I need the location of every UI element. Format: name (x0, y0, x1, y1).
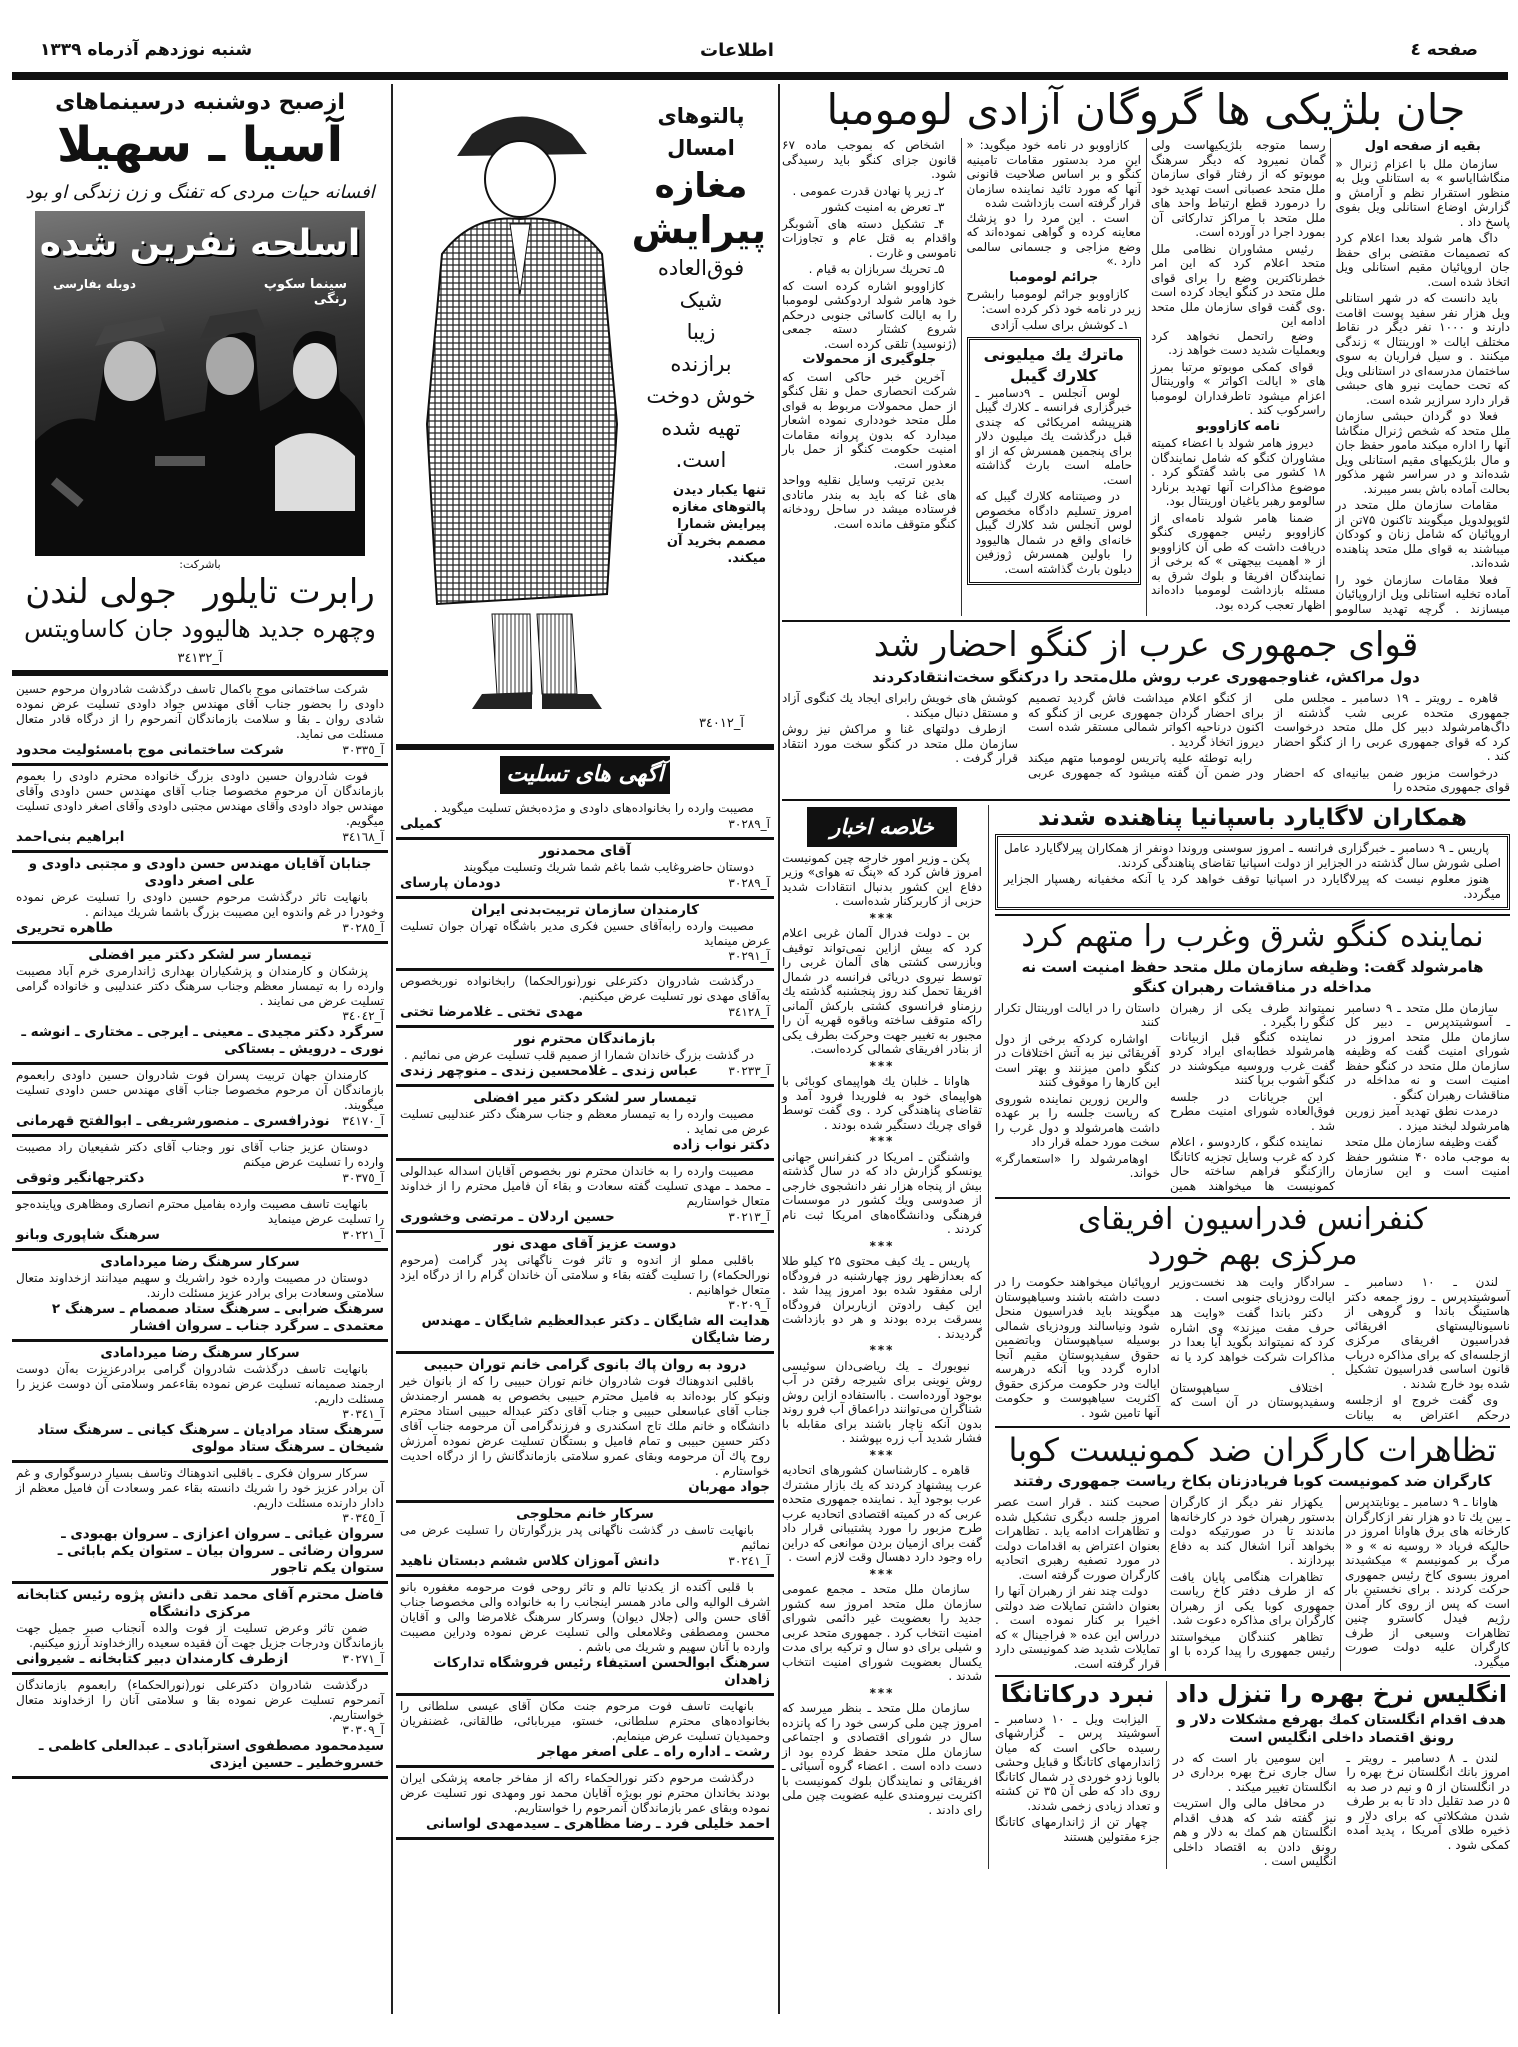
notice-body: بانهایت تاسف فوت مرحوم جنت مکان آقای عیسی سلطانی را بخانواده‌های محترم سلطانی، خستو، میربابائی، طالقانی، غضنفریان وحمیدیان تسلیت عرض مینمایم. (400, 1699, 770, 1743)
paragraph: ۲ـ زیر پا نهادن قدرت عمومی . (792, 183, 945, 198)
movie-format (264, 277, 347, 307)
section-subheading: جرائم لومومبا (1009, 269, 1099, 285)
notice-footer (16, 1009, 384, 1058)
paragraph: والرین زورین نماینده شوروی که ریاست جلسه را بر عهده داشت هامرشولد و دول غرب را سخت مورد حمله قرار داد (995, 1091, 1160, 1150)
ad-code: آ_٣٠٢٧١ (342, 1652, 384, 1666)
notice-signature: سرهنگ ضرابی ـ سرهنگ ستاد صمصام ـ سرهنگ ۲ معتمدی ـ سرگرد جناب ـ سروان افشار (51, 1301, 384, 1334)
condolences-left-column (12, 679, 388, 1779)
condolence-notice (396, 1696, 774, 1768)
ad-intro: ازصبح دوشنبه درسینماهای (55, 90, 345, 115)
item-separator: *** (869, 1134, 895, 1149)
paragraph: نماینده کنگو ، کاردوسو ، اعلام کرد که غرب وسایل تجزیه کاتانگا راازکنگو فراهم ساخته حال کمونیست ها میخواهند همین داستان را در ایالت اورینتال تکرار کنند (995, 1000, 1335, 1193)
paragraph: تظاهرات هنگامی پایان یافت که از طرف دفتر کاخ ریاست جمهوری کوبا یکی از رهبران کارگران برای مذاکره دعوت شد. (1170, 1569, 1335, 1628)
adjective-list (636, 252, 766, 476)
condolence-notice (12, 944, 388, 1065)
article-column (782, 138, 957, 531)
divider (995, 1675, 1510, 1677)
ad-code: آ_٣٠٢٨٩ (728, 876, 770, 890)
notice-body: دوستان در مصیبت وارده خود راشریك و سهیم میدانند ازخداوند متعال سلامتی وسعادت برای برادر عزیز مسئلت دارند. (16, 1271, 384, 1300)
paragraph: ازطرف دولتهای غنا و مراکش نیز روش سازمان ملل متحد در کنگو سخت مورد انتقاد قرار گرفت . (782, 722, 1018, 766)
notice-signature: دکترجهانگیر وثوقی (16, 1170, 145, 1186)
ad-code: آ_٣٠٢٨٥ (342, 921, 384, 935)
notice-footer (16, 742, 384, 759)
paragraph: اختلاف سیاهپوستان وسفیدپوستان در آن است که اروپائیان میخواهند حکومت را در دست داشته باشند وسیاهپوستان میگویند باید فدراسیون منحل شود ونیاسالند ورودزیای شمالی بوسیله سیاهپوستان وباتضمین حقوق سفیدپوستان مقیم آنجا اداره گردد ویا آنکه درهرسه ایالت ودر حکومت مرکزی حقوق اکثریت سیاهپوست و حکومت آنها تامین شود . (995, 1275, 1335, 1420)
cuba-article-body (995, 1495, 1510, 1671)
condolence-notice (12, 1194, 388, 1251)
lead-article-body (782, 138, 1510, 616)
paragraph: اشخاص که بموجب ماده ۶۷ قانون جزای کنگو باید رسیدگی شود. (782, 138, 957, 182)
ad-code: آ_٣٠٢١٣ (728, 1210, 770, 1224)
notice-footer (400, 1553, 770, 1570)
notice-footer (400, 1655, 770, 1689)
news-item: قاهره ـ کارشناسان کشورهای اتحادیه عرب پیشنهاد کردند که یك بازار مشترك عرب بوجود آید . نماینده جمهوری متحده عربی که در کمیته اقتصادی اتحادیه عرب طرح مزبور را مورد پشتیبانی قرار داد گفت برای ازمیان بردن موانعی که دراین راه وجود دارد دهسال وقت لازم است . (782, 1463, 982, 1565)
ad-adjective: خوش دوخت (646, 384, 756, 408)
notice-footer (16, 1113, 384, 1130)
notice-footer (400, 1816, 770, 1833)
ad-code: آ_٣٤١٣٢ (177, 651, 223, 666)
shop-name: پیرایش (631, 208, 766, 252)
notice-title: سرکار سرهنگ رضا میردامادی (100, 1345, 300, 1361)
notice-body: بانهایت تاسف در گذشت ناگهانی پدر بزرگوارتان را تسلیت عرض می نمائیم (400, 1523, 770, 1552)
congo-article-continuation (995, 1001, 1335, 1194)
notice-signature: سیدمحمود مصطفوی استرآبادی ـ عبدالعلی کاظمی ـ خسروخطیر ـ حسین ایزدی (38, 1738, 384, 1771)
condolence-notice (12, 1463, 388, 1584)
notice-signature: نوذرافسری ـ منصورشریفی ـ ابوالفتح قهرمانی (16, 1113, 330, 1129)
notice-title: سرکار سرهنگ رضا میردامادی (100, 1254, 300, 1270)
paragraph: چهار تن از ژاندارمهای کاتانگا جزء مقتولین هستند (995, 1815, 1160, 1844)
notice-footer (16, 1723, 384, 1772)
paragraph: فعلا دو گردان حبشی سازمان ملل متحد که شخص ژنرال منگاشا آنها را اداره میکند مامور حفظ جان و مال بلژیکیهای مقیم استانلی ویل شده‌اند و در سراسر شهر مذکور بحالت آماده باش بسر میبرند. (1335, 409, 1510, 496)
notice-footer (16, 1170, 384, 1187)
movie-tagline: افسانه حیات مردی که تفنگ و زن زندگی او بود (25, 182, 375, 203)
condolences-middle-column (396, 798, 774, 1840)
news-item: سازمان ملل متحد ـ مجمع عمومی سازمان ملل متحد امروز سه کشور جدید را بعضویت غیر دائمی شورای امنیت انتخاب کرد . جمهوری متحد عربی و شیلی برای دو سال و ترکیه برای مدت یکسال بعضویت شورای امنیت انتخاب شدند . (782, 1582, 982, 1684)
ad-code: آ_٣٠٢٤١ (728, 1554, 770, 1568)
condolence-notice (396, 1354, 774, 1503)
condolence-notice (12, 853, 388, 944)
notice-body: شرکت ساختمانی موج باکمال تاسف درگذشت شادروان مرحوم حسین داودی را بحضور جناب آقای مهندس جواد داودی تسلیت عرض نموده شادی روان ـ بقا و سلامت بازماندگان آنمرحوم را از درگاه قادر متعال مسئلت می نماید. (16, 682, 384, 741)
condolence-notice (12, 1251, 388, 1342)
lagaillarde-body (995, 834, 1510, 910)
paragraph: این جریانات در جلسه فوق‌العاده شورای امنیت مطرح شد . (1170, 1089, 1335, 1133)
paragraph: درمدت نطق تهدید آمیز زورین هامرشولد لبخند میزد . (1345, 1104, 1510, 1133)
paragraph: کازاووبو اشاره کرده است که خود هامر شولد اردوکشی لومومبا را به ایالت کاسائی جنوبی درحکم شروع کشتار دسته جمعی (ژنوسید) تلقی کرده است. (782, 278, 957, 351)
notice-body: مصیبت وارده را به خاندان محترم نور بخصوص آقایان اسداله عبدالولی ـ محمد ـ مهدی تسلیت گفته سعادت و بقاء آن فامیل محترم را از خداوند متعال خواستاریم (400, 1164, 770, 1208)
notice-body: باقلبی اندوهناك فوت شادروان خانم توران حبیبی را که از بانوان خیر ونیکو کار بوده‌اند به فامیل محترم حبیبی بخصوص به همسر ارجمندش جناب آقای عباسعلی حبیبی و جناب آقای دکتر عبداله حبیبی استاد محترم دانشگاه و خانم ملك تاج اسکندری و فرزندگرامی آن مرحومه جناب آقای دکتر حسین حبیبی و تمام فامیل و بستگان تسلیت عرض نموده آمرزش روح پاك آن مرحومه وبقای عمرو سلامتی بازماندگانش را از درگاه احدیت خواستارم . (400, 1374, 770, 1478)
notice-body: بانهایت تاسف مصیبت وارده بفامیل محترم انصاری ومظاهری وپاینده‌جو را تسلیت عرض مینماید (16, 1197, 384, 1226)
notice-body: سرکار سروان فکری ـ باقلبی اندوهناك وتاسف بسیار درسوگواری و غم آن برادر عزیز خود را شریك دانسته بقاء عمر وسعادت آن فامیل معظم از دادار دارنده مسئلت داریم. (16, 1466, 384, 1510)
notice-signature: کمیلی (400, 816, 442, 832)
notice-body: ضمن تاثر وعرض تسلیت از فوت والده آنجناب صبر جمیل جهت بازماندگان ودرجات جزیل جهت آن فقیده سعیده راازخداوند آرزو میکنیم. (16, 1621, 384, 1650)
england-headline: انگلیس نرخ بهره را تنزل داد (1175, 1680, 1508, 1709)
notice-footer (400, 1479, 770, 1496)
arab-subhead: دول مراکش، غناوجمهوری عرب روش ملل‌متحد را درکنگو سخت‌انتقادکردند (872, 668, 1420, 687)
paragraph: فعلا مقامات سازمان خود را آماده تخلیه استانلی ویل ازاروپائیان میسازند . گرچه تهدید سالومو رسما متوجه بلژیکیهاست ولی گمان نمیرود که دیگر سرهنگ موبوتو که از رفتار قوای سازمان ملل متحد عصبانی است تهدید خود را درمورد قطع ارتباط واحد های ملل متحد با مراکز تدارکاتی آن بمورد اجرا در آورده است. (1151, 138, 1510, 616)
condolence-notice (396, 1768, 774, 1840)
column-divider (391, 84, 393, 2014)
issue-date: شنبه نوزدهم آذرماه ۱۳۳۹ (40, 40, 253, 60)
katanga-article-body (995, 1712, 1160, 1845)
condolence-notice (396, 1087, 774, 1161)
color-label: رنگی (313, 292, 347, 307)
item-separator: *** (869, 1343, 895, 1358)
ad-line: امسال (667, 136, 735, 160)
paragraph: در محافل مالی وال استریت نیز گفته شد که هدف اقدام انگلستان هم کمك به دلار و هم رونق دادن به اقتصاد داخلی انگلیس است . (1173, 1796, 1337, 1869)
section-subheading: بقیه از صفحه اول (1364, 139, 1481, 155)
ad-line: پالتوهای (657, 104, 745, 128)
newspaper-name: اطلاعات (700, 40, 774, 61)
ad-code: آ_٣٤١٧٠ (342, 1114, 384, 1128)
ad-adjective: زیبا (686, 320, 716, 344)
ad-adjective: است. (675, 448, 727, 472)
notice-title: درود به روان پاك بانوی گرامی خانم توران حبیبی (423, 1357, 747, 1373)
notice-footer (400, 1298, 770, 1347)
news-summary-title: خلاصه اخبار (807, 807, 957, 847)
item-separator: *** (869, 1058, 895, 1073)
condolence-section-title: آگهی های تسلیت (500, 756, 670, 794)
paragraph: از کنگو اعلام میداشت فاش گردید تصمیم برای احضار گردان جمهوری عربی از کنگو که اکنون درناحیه اکواتر شمالی مستقر شده است دیروز اتخاذ گردید . (1028, 691, 1264, 749)
notice-body: بانهایت تاسف درگذشت شادروان گرامی برادرعزیزت به‌آن دوست ارجمند صمیمانه تسلیت عرض نموده بقاءعمر وسلامتی آن دوست عزیز را مسئلت داریم. (16, 1362, 384, 1406)
notice-signature: سروان غیاثی ـ سروان اعزازی ـ سروان بهبودی ـ سروان رضائی ـ سروان بیان ـ ستوان یکم بابائی ـ ستوان یکم تاجور (57, 1526, 384, 1576)
ad-code: آ_٣٠٣٧٥ (342, 1171, 384, 1185)
congo-article-text (995, 1001, 1510, 1194)
paragraph: آخرین خبر حاکی است که شرکت انحصاری حمل و نقل کنگو از حمل محمولات مربوط به قوای ملل متحد خودداری نموده اشعار میدارد که بدون پروانه مقامات امنیت حکومت کنگو از حمل بار معذور است. (782, 369, 957, 471)
notice-body: کارمندان جهان تربیت پسران فوت شادروان حسین داودی رابعموم بازماندگان آن مرحوم مخصوصا جناب آقای مهندس حسن داودی تسلیت میگویند. (16, 1068, 384, 1112)
notice-title: دوست عزیز آقای مهدی نور (493, 1236, 677, 1252)
notice-footer (400, 1209, 770, 1226)
notice-title: فاضل محترم آقای محمد تقی دانش پژوه رئیس کتابخانه مرکزی دانشگاه (16, 1587, 384, 1620)
ad-code: آ_٣٠٣٤١ (342, 1407, 384, 1421)
ad-code: آ_٣٤١٦٨ (342, 830, 384, 844)
movie-poster (35, 211, 365, 556)
paragraph: وی گفت خروج او ازجلسه درحکم اعتراض به بیانات سرادگار وایت هد نخست‌وزیر ایالت رودزیای جنوبی است . (1170, 1275, 1510, 1422)
notice-footer (16, 829, 384, 846)
ad-code: آ_٣٤٠٤٢ (342, 1009, 384, 1023)
notice-body: در گذشت بزرگ خاندان شمارا از صمیم قلب تسلیت عرض می نمائیم . (403, 1048, 754, 1062)
katanga-story (995, 1681, 1160, 1846)
news-item: پاریس ـ یك کیف محتوی ۲۵ کیلو طلا که بعدازظهر روز چهارشنبه در فرودگاه ارلی مفقود شده بود امروز پیدا شد . این کیف رادوتن ازباربران فرودگاه بسرقت برده بودند و هر دو بازداشت گردیدند . (782, 1254, 982, 1341)
paragraph: الیزابت ویل ـ ۱۰ دسامبر ـ آسوشیتد پرس ـ گزارشهای رسیده حاکی است که میان ژاندارمهای کاتانگا و قبایل وحشی بالوبا زدو خوردی در شمال کاتانگا روی داد که طی آن ۳۵ تن کشته و تعداد زیادی زخمی شدند. (995, 1711, 1161, 1813)
condolence-notice (12, 1342, 388, 1463)
item-separator: *** (869, 1566, 895, 1581)
new-face: وچهره جدید هالیوود جان کاساویتس (24, 615, 376, 643)
notice-signature: دودمان پارسای (400, 875, 501, 891)
notice-body: با قلبی آکنده از یکدنیا تالم و تاثر روحی فوت مرحومه مغفوره بانو اشرف الوالیه والی مادر همسر اینجانب را به خانواده والی مخصوصا جناب آقای حسن والی (جلال دیوان) وسرکار سرهنگ غلامرضا والی و آقایان محسن ومصطفی وغلامعلی والی تسلیت عرض نموده ودراین مصیبت وارده با آنان سهیم و شریك می باشم . (400, 1580, 770, 1654)
paragraph: ۴ـ تشکیل دسته های آشوبگر واقدام به قتل عام و تجاوزات ناموسی و غارت . (782, 216, 957, 260)
movie-stars (12, 571, 388, 613)
section-subheading: جلوگیری از محمولات (802, 352, 937, 368)
section-subheading: نامه کازاووبو (1196, 418, 1281, 434)
star-name: رابرت تایلور (203, 572, 375, 612)
condolence-notice (396, 1577, 774, 1696)
notice-title: کارمندان سازمان تربیت‌بدنی ایران (471, 902, 699, 918)
paragraph: مقامات سازمان ملل متحد در لئوپولدویل میگویند تاکنون ۷۵تن از اروپائیان که شامل زنان و کودکان میباشند به قوای ملل متحد پناهنده شده‌اند. (1335, 498, 1510, 571)
notice-footer (400, 1004, 770, 1021)
paragraph: نماینده کنگو قبل ازبیانات هامرشولد خطابه‌ای ایراد کردو گفت غرب وروسیه میکوشند در کنگو آشوب برپا کنند (1170, 1029, 1335, 1088)
box-body (976, 386, 1133, 577)
notice-body: دوستان حاضروغایب شما باغم شما شریك وتسلیت میگویند (463, 860, 754, 874)
clark-gable-box (967, 337, 1142, 586)
arab-headline: قوای جمهوری عرب از کنگو احضار شد (873, 625, 1419, 666)
ad-code: آ_٣٠٢٢١ (342, 1228, 384, 1242)
news-item: پکن ـ وزیر امور خارجه چین کمونیست امروز فاش کرد که «پنگ ته هوای» وزیر دفاع این کشور بدنبال انتقادات شدید حزبی از کاربرکنار شده‌است . (781, 850, 982, 909)
paragraph: هنوز معلوم نیست که پیرلاگایارد در اسپانیا توقف خواهد کرد یا آنکه مخفیانه رهسپار الجزایر میگردد. (1004, 872, 1501, 901)
news-item: هاوانا ـ خلبان یك هواپیمای کوبائی با هواپیمای خود به فلوریدا فرود آمد و تقاضای پناهندگی کرد . وی گفت توسط قوای چریك دستگیر شده بودند . (782, 1074, 982, 1132)
notice-signature: رشت ـ اداره راه ـ علی اصغر مهاجر (537, 1744, 770, 1760)
cuba-subhead: کارگران ضد کمونیست کوبا فریادزنان بکاخ ریاست جمهوری رفتند (1013, 1472, 1492, 1491)
notice-footer (400, 1137, 770, 1154)
notice-title: سرکار خانم محلوجی (516, 1506, 654, 1522)
notice-footer (400, 949, 770, 964)
federation-headline-1: کنفرانس فدراسیون افریقای (1077, 1202, 1428, 1238)
format-label: سینما سکوپ (263, 277, 347, 292)
notice-body: درگذشت شادروان دکترعلی نور(نورالحکما) رابخانواده نوربخصوص به‌آقای مهدی نور تسلیت عرض میکنیم. (400, 974, 770, 1003)
notice-body: مصیبت وارده را بخانواده‌های داودی و مژده‌بخش تسلیت میگوید . (433, 801, 754, 815)
paragraph: کازاووبو جرائم لومومبا رابشرح زیر در نامه خود ذکر کرده است: (966, 287, 1141, 316)
notice-body: مصیبت وارده رابه‌آقای حسین فکری مدیر باشگاه تهران جوان تسلیت عرض مینماید (400, 919, 770, 948)
paragraph: در وصیتنامه کلارك گیبل که امروز تسلیم دادگاه مخصوص لوس آنجلس شد کلارك گیبل خانه‌ای واقع در شمال هالیوود را باولین همسرش ژوزفین دیلون بارث گذاشته است. (975, 489, 1132, 576)
paragraph: داگ هامر شولد بعدا اعلام کرد که تصمیمات مقتضی برای حفظ جان اروپائیان مقیم استانلی ویل اتخاذ شده است. (1335, 231, 1510, 289)
notice-body: فوت شادروان حسین داودی بزرگ خانواده محترم داودی را بعموم بازماندگان آن مرحوم مخصوصا جناب آقای مهندس حسن داودی وآقای مهندس جواد داودی وآقای مهندس مجتبی داودی وآقای اصغر داودی تسلیت میگویم. (16, 769, 384, 828)
ad-code: آ_٣٤١٢٨ (728, 1005, 770, 1019)
news-summary-area (782, 805, 982, 1820)
paragraph: یکهزار نفر دیگر از کارگران بدستور رهبران خود در کارخانه‌ها ماندند تا در صورتیکه دولت بخواهد آنرا اشغال کند به دفاع بپردازند . (1170, 1495, 1335, 1568)
lower-news-area (782, 805, 1510, 1869)
congo-headline: نماینده کنگو شرق وغرب را متهم کرد (1021, 919, 1484, 955)
paragraph: پاریس ـ ۹ دسامبر ـ خبرگزاری فرانسه ـ امروز سوسنی وروندا دونفر از همکاران پیرلاگایارد عامل اصلی شورش سال گذشته در الجزایر از دولت اسپانیا تقاضای پناهندگی کردند. (1004, 841, 1501, 870)
left-column (12, 86, 388, 1779)
notice-signature: حسین اردلان ـ مرتضی وخشوری (400, 1209, 615, 1225)
coat-ad-text (631, 100, 766, 567)
coat-advertisement (396, 86, 774, 741)
notice-signature: سرگرد دکتر مجیدی ـ معینی ـ ایرجی ـ مختاری ـ انوشه ـ نوری ـ درویش ـ بستاکی (21, 1024, 384, 1057)
england-subhead: هدف اقدام انگلستان کمك بهرفع مشکلات دلار و رونق اقتصاد داخلی انگلیس است (1177, 1711, 1506, 1746)
ad-code: آ_٣٠٢٠٩ (728, 1298, 770, 1312)
notice-signature: سرهنگ ابوالحسن استیفاء رئیس فروشگاه تدارکات زاهدان (433, 1655, 770, 1688)
condolence-notice (12, 1065, 388, 1137)
paragraph: اوهامرشولد را «استعمارگر» خواند. (995, 1151, 1160, 1181)
condolence-notice (396, 798, 774, 840)
item-separator: *** (869, 1447, 895, 1462)
notice-title: تیمسار سر لشکر دکتر میر افضلی (88, 947, 312, 963)
notice-signature: احمد خلیلی فرد ـ رضا مظاهری ـ سیدمهدی لواسانی (426, 1816, 770, 1832)
katanga-headline: نبرد درکاتانگا (1000, 1680, 1155, 1709)
notice-signature: دانش آموزان کلاس ششم دبستان ناهید (400, 1553, 660, 1569)
notice-title: تیمسار سر لشکر دکتر میر افضلی (473, 1090, 697, 1106)
notice-footer (400, 1063, 770, 1080)
paragraph: اواشاره کردکه برخی از دول آفریقائی نیز به آتش اختلافات در کنگو دامن میزنند و بهتر است این کارها را موقوف کنند (995, 1031, 1160, 1090)
notice-body: دوستان عزیز جناب آقای نور وجناب آقای دکتر شفیعیان راد مصیبت وارده را تسلیت عرض میکنم (16, 1140, 384, 1169)
paragraph: قاهره ـ رویتر ـ ۱۹ دسامبر ـ مجلس ملی جمهوری متحده عربی شب گذشته از داگ‌هامرشولد دبیر کل ملل متحد درخواست کرد که قوای جمهوری عربی را از کنگو احضار کند . (1274, 691, 1510, 764)
notice-signature: مهدی تختی ـ غلامرضا تختی (400, 1004, 584, 1020)
condolence-notice (12, 1137, 388, 1194)
ad-code: آ_٣٠٢٩١ (728, 949, 770, 963)
notice-signature: دکتر نواب زاده (672, 1137, 770, 1153)
notice-signature: جواد مهربان (688, 1479, 770, 1495)
notice-body: درگذشت مرحوم دکتر نورالحکماء راکه از مفاخر جامعه پزشکی ایران بودند بخاندان محترم نور بویژه آقایان محمد نور ومهدی نور تسلیت عرض نموده وبقای عمر بازماندگان آنمرحوم را خواستاریم. (400, 1771, 770, 1815)
notice-title: جنابان آقایان مهندس حسن داودی و مجتبی داودی و علی اصغر داودی (28, 856, 372, 889)
federation-headline-2: مرکزی بهم خورد (1147, 1236, 1358, 1272)
notice-footer (16, 1227, 384, 1244)
condolence-notice (12, 679, 388, 766)
news-item: سازمان ملل متحد ـ بنظر میرسد که امروز چین ملی کرسی خود را که پانزده سال در شورای اقتصادی و اجتماعی سازمان ملل متحد حفظ کرده بود از دست داده است . اعضاء گروه آسیائی ـ افریقائی و نمایندگان بلوك کمونیست با اکثریت نیرومندی علیه عضویت چین ملی رای دادند . (782, 1701, 982, 1817)
paragraph: سازمان ملل متحد ـ ۹ دسامبر ـ آسوشیتدپرس ـ دبیر کل سازمان ملل متحد امروز در شورای امنیت گفت که وظیفه سازمان ملل متحد در کنگو حفظ امنیت است و نه مداخله در مناقشات رهبران کنگو . (1345, 1000, 1510, 1102)
notice-footer (400, 1744, 770, 1761)
bottom-stories (995, 1681, 1510, 1869)
paragraph: وضع راتحمل نخواهد کرد وبعملیات شدید دست خواهد زد. (1151, 328, 1326, 358)
notice-body: مصیبت وارده را به تیمسار معظم و جناب سرهنگ دکتر عندلیبی تسلیت عرض می نماید . (400, 1107, 770, 1136)
condolence-notice (396, 1028, 774, 1087)
condolence-notice (396, 840, 774, 899)
column-divider (988, 805, 989, 1869)
ad-adjective: برازنده (670, 352, 732, 376)
divider (995, 1197, 1510, 1199)
condolence-notice (396, 1503, 774, 1577)
divider (782, 799, 1510, 801)
paragraph: دکتر باندا گفت «وایت هد حرف مفت میزند» وی اشاره کرد که نمیتواند بگوید آیا بعدا در مذاکرات شرکت خواهد کرد یا نه . (1170, 1306, 1335, 1379)
ad-code: آ_٣٠٢٨٩ (728, 817, 770, 831)
paragraph: ۱ـ کوشش برای سلب آزادی (990, 318, 1129, 333)
article-column (967, 211, 1142, 333)
divider (782, 620, 1510, 622)
star-name: جولی لندن (25, 572, 177, 612)
middle-column (396, 86, 774, 1840)
paragraph: لندن ـ ۱۰ دسامبر ـ آسوشیتدپرس ـ روز جمعه دکتر هاستینگ باندا و گروهی از ناسیونالیستهای افریقائی فدراسیون افریقای مرکزی ازجلسه‌ای که برای مذاکره درباب قانون اساسی فدراسیون تشکیل شده بود خارج شدند . (1345, 1275, 1510, 1391)
paragraph: سازمان ملل با اعزام ژنرال « منگاشاایاسو » به استانلی ویل به منظور استقرار نظم و آرامش و گزارش اوضاع استانلی ویل بفوی پاسخ داد . (1335, 156, 1510, 229)
arab-article-body (782, 691, 1510, 795)
news-item: نیویورك ـ یك ریاضی‌دان سوئیسی روش نوینی برای شیرجه رفتن در آب بوجود آورده‌است . بااستفاده ازاین روش شناگران می‌توانند دراعماق آب فرو روند بدون آنکه ناچار باشند برای مقابله با فشار شدید آب زره بپوشند . (782, 1358, 982, 1446)
notice-signature: عباس زندی ـ غلامحسین زندی ـ منوچهر زندی (400, 1063, 698, 1079)
masthead-rule (12, 72, 1508, 80)
ad-adjective: شیک (679, 288, 723, 312)
starring-label: باشرکت: (179, 558, 221, 571)
cuba-headline: تظاهرات کارگران ضد کمونیست کوبا (1008, 1431, 1497, 1470)
paragraph: ۵ـ تحریك سربازان به قیام . (808, 262, 945, 277)
notice-body: درگذشت شادروان دکترعلی نور(نورالحکماء) رابعموم بازماندگان آنمرحوم تسلیت عرض نموده بقا و سلامتی آنان را ازخداوند متعال خواستاریم. (16, 1678, 384, 1722)
notice-signature: ازطرف کارمندان دبیر کتابخانه ـ شیروانی (16, 1651, 289, 1667)
news-item: واشنگتن ـ امریکا در کنفرانس جهانی یونسکو گزارش داد که در سال گذشته بیش از پنجاه هزار نفر دانشجوی خارجی از صدوسی ویك کشور در موسسات فرهنگی ودانشگاه‌های امریکا ثبت نام کردند . (782, 1149, 982, 1237)
notice-footer (16, 1407, 384, 1456)
notice-footer (16, 1301, 384, 1335)
movie-advertisement (12, 90, 388, 666)
ad-code: آ_٣٠٢٣٣ (728, 1064, 770, 1078)
news-item: بن ـ دولت فدرال آلمان غربی اعلام کرد که بیش ازاین نمی‌تواند توقیف وبازرسی کشتی های آلمان غربی را توسط نیروی دریائی فرانسه در شمال افریقا تحمل کند روز پنجشنبه گذشته یك رزمناو فرانسوی کشتی بارکش آلمانی راکه متوقف ساخته وباقوه قهریه آن را مجبور به تغییر جهت وحرکت بطرف یکی از بنادر افریقای شمالی کرده‌است. (782, 926, 982, 1057)
condolence-notice (12, 1584, 388, 1675)
lagaillarde-headline: همکاران لاگایارد باسپانیا پناهنده شدند (1038, 804, 1467, 831)
column-divider (778, 84, 780, 2014)
divider (12, 670, 388, 676)
notice-footer (16, 1651, 384, 1668)
column-divider (1166, 1681, 1167, 1869)
news-section (782, 86, 1510, 1869)
paragraph: دولت چند نفر از رهبران آنها را بعنوان داشتن تمایلات ضد دولتی اخیرا بر کنار نموده است . درراس این عده « فراجینال » که تمایلات شدید ضد کمونیستی دارد قرار گرفته است. (995, 1584, 1160, 1671)
item-separator: *** (869, 1685, 895, 1700)
england-story (1173, 1681, 1510, 1869)
notice-footer (400, 875, 770, 892)
ad-code: آ_٣٠٣٠٩ (342, 1723, 384, 1737)
condolence-notice (396, 1233, 774, 1354)
paragraph: تظاهر کنندگان میخواستند رئیس جمهوری را پیدا کرده با او صحبت کنند . قرار است عصر امروز جلسه دیگری تشکیل شده و تظاهرات ادامه یابد . تظاهرات بعنوان اعتراض به اقدامات دولت در مورد تصفیه رهبری اتحادیه کارگران صورت گرفته است. (995, 1495, 1335, 1659)
notice-signature: سرهنگ شاپوری وبانو (16, 1227, 160, 1243)
notice-title: آقای محمدنور (539, 843, 631, 859)
ad-code: آ_٣٠٣٣٥ (342, 743, 384, 757)
ad-adjective: تهیه شده (661, 416, 741, 440)
paragraph: ضمنا هامر شولد نامه‌ای از کازاووبو رئیس جمهوری کنگو دریافت داشت که طی آن کازاووبو از « اهمیت بیجهتی » که برخی از نمایندگان افریقا و بلوك شرق به مسئله بازداشت لومومبا داده‌اند اظهار تعجب کرده بود. (1151, 510, 1326, 612)
notice-footer (400, 816, 770, 833)
paragraph: کازاووبو در نامه خود میگوید: « این مرد بدستور مقامات تامینیه کنگو و بر اساس صلاحیت قانونی آنها که مورد تائید نماینده سازمان قرار گرفته است بازداشت شده (966, 138, 1141, 211)
condolence-notice (396, 1161, 774, 1233)
notice-signature: شرکت ساختمانی موج بامسئولیت محدود (16, 742, 284, 758)
congo-subhead: هامرشولد گفت: وظیفه سازمان ملل متحد حفظ امنیت است نه مداخله در مناقشات رهبران کنگو (1021, 957, 1484, 996)
cinema-names: آسیا ـ سهیلا (56, 117, 344, 173)
paragraph: لندن ـ ۸ دسامبر ـ رویتر ـ امروز بانك انگلستان نرخ بهره را در انگلستان از ۵ و نیم در صد به ۵ در صد تقلیل داد تا به بر طرف شدن مشکلاتی که برای دلار و ذخیره طلای آمریکا ، پدید آمده کمکی شود . (1346, 1750, 1510, 1852)
page-number: صفحه ٤ (1410, 40, 1478, 60)
ad-code: آ_٣٠٣٤٥ (342, 1511, 384, 1525)
divider (396, 744, 774, 750)
item-separator: *** (869, 1238, 895, 1253)
divider (995, 914, 1510, 916)
paragraph: باید دانست که در شهر استانلی ویل هزار نفر سفید پوست اقامت دارند و ۱۰۰۰ نفر دیگر در نقاط مختلف ایالت « اورینتال » زندگی میکنند . و سیل فراریان به سوی ساختمان مدرسه‌ای در استانلی ویل که تحت حمایت نیرو های حبشی قرار دارد سرازیر شده است. (1335, 291, 1510, 407)
lead-headline: جان بلژیکی ها گروگان آزادی لومومبا (826, 85, 1466, 134)
paragraph: رئیس مشاوران نظامی ملل متحد اعلام کرد که این امر خطرناکترین وضع را برای قوای ملل متحد در کنگو ایجاد کرده است .وی گفت قوای سازمان ملل متحد ادامه این (1151, 241, 1326, 329)
notice-body: بانهایت تاثر درگذشت مرحوم حسین داودی را تسلیت عرض نموده وخودرا در غم واندوه این مصیبت بزرگ باشما شریك میدانم . (16, 890, 384, 919)
notice-body: باقلبی مملو از اندوه و تاثر فوت ناگهانی پدر گرامت (مرحوم نورالحکماء) را تسلیت گفته بقاء و سلامتی آن خاندان گرام را از درگاه ایزد متعال خواهانیم . (400, 1253, 770, 1297)
notice-signature: هدایت اله شایگان ـ دکتر عبدالعظیم شایگان ـ مهندس رضا شایگان (421, 1313, 770, 1346)
paragraph: قوای کمکی موبوتو مرتبا بمرز های « ایالت اکواتر » واورینتال اعزام میشود تاطرفداران لومومبا راسرکوب کند . (1151, 359, 1326, 418)
notice-title: بازماندگان محترم نور (514, 1031, 656, 1047)
federation-article-body (995, 1275, 1510, 1422)
notice-signature: ابراهیم بنی‌احمد (16, 829, 125, 845)
paragraph: دیروز هامر شولد با اعضاء کمیته مشاوران کنگو که شامل نمایندگان ۱۸ کشور می باشد گفتگو کرد . موضوع مذاکرات آنها تهدید برنارد سالومو رهبر یاغیان اورینتال بود. (1151, 436, 1326, 509)
condolence-notice (396, 899, 774, 971)
paragraph: گفت وظیفه سازمان ملل متحد به موجب ماده ۴۰ منشور حفظ امنیت است و این سازمان نمیتواند طرف یکی از رهبران کنگو را بگیرد . (1170, 1000, 1510, 1179)
item-separator: *** (869, 910, 895, 925)
ad-code: آ_٣٤٠١٢ (698, 716, 744, 731)
paragraph: است . این مرد را دو پزشك معاینه کرده و گواهی نموده‌اند که وضع مزاجی و جسمانی سالمی دارد .» (966, 210, 1141, 269)
notice-footer (16, 1511, 384, 1577)
lower-main-stories (995, 805, 1510, 1869)
ad-line: مغازه (654, 166, 748, 206)
paragraph: درخواست مزبور ضمن بیانیه‌ای که احضار قوای جمهوری متحده را (1274, 765, 1510, 795)
condolence-notice (12, 1675, 388, 1779)
notice-signature: طاهره تحریری (16, 920, 114, 936)
notice-body: پزشکان و کارمندان و پزشکیاران بهداری ژاندارمری خرم آباد مصیبت وارده را به تیمسار معظم وجناب سرهنگ دکتر عندلیبی و خانواده گرامی تسلیت عرض می نمایند . (16, 964, 384, 1008)
paragraph: رابه توطئه علیه پاتریس لومومبا متهم میکند ودر ضمن آن گفته میشود که جمهوری عربی کوشش های خویش رابرای ایجاد یك کنگوی آزاد و مستقل دنبال میکند . (782, 691, 1264, 780)
ad-footer: تنها یکبار دیدن پالتوهای مغازه پیرایش شمارا مصمم بخرید آن میکند. (666, 483, 766, 566)
paragraph: ۳ـ تعرض به امنیت کشور (822, 200, 945, 215)
condolence-notice (12, 766, 388, 853)
paragraph: هاوانا ـ ۹ دسامبر ـ یونایتدپرس ـ بین یك تا دو هزار نفر ازکارگران کارخانه های برق هاوانا امروز در حالیکه فریاد « روسیه نه » و « مرگ بر کمونیسم » میکشیدند امروز بسوی کاخ رئیس جمهوری حرکت کردند . برای نخستین بار است که پس از روی کار آمدن رژیم فیدل کاسترو چنین تظاهرات وسیعی از طرف کارگران علیه دولت صورت میگیرد. (1345, 1495, 1510, 1669)
condolence-notice (396, 971, 774, 1028)
england-article-body (1173, 1751, 1510, 1869)
box-title: ماترك يك ميليونى كلارك گيبل (983, 344, 1124, 385)
paragraph: لوس آنجلس ـ ۹دسامبر ـ خبرگزاری فرانسه ـ کلارك گیبل هنرپیشه امریکائی که چندی قبل درگذشت یك میلیون دلار برای پنجمین همسرش که از او حامله است بارث گذاشته است. (975, 385, 1132, 487)
paragraph: بدین ترتیب وسایل نقلیه وواحد های غنا که باید به بندر ماتادی فرستاده میشد در ساحل رودخانه کنگو متوقف مانده است. (782, 473, 957, 531)
movie-title: اسلحه نفرین شده (39, 223, 361, 264)
dubbed-label: دوبله بفارسی (53, 277, 136, 291)
paragraph: این سومین بار است که در سال جاری نرخ بهره برداری در انگلستان تغییر میکند . (1173, 1750, 1337, 1794)
divider (995, 1426, 1510, 1428)
ad-adjective: فوق‌العاده (657, 256, 745, 280)
notice-footer (16, 920, 384, 937)
man-in-overcoat-illustration (402, 94, 652, 734)
notice-signature: سرهنگ ستاد مرادیان ـ سرهنگ کیانی ـ سرهنگ ستاد شیخان ـ سرهنگ ستاد مولوی (37, 1422, 384, 1455)
news-summary-column (782, 851, 982, 1818)
